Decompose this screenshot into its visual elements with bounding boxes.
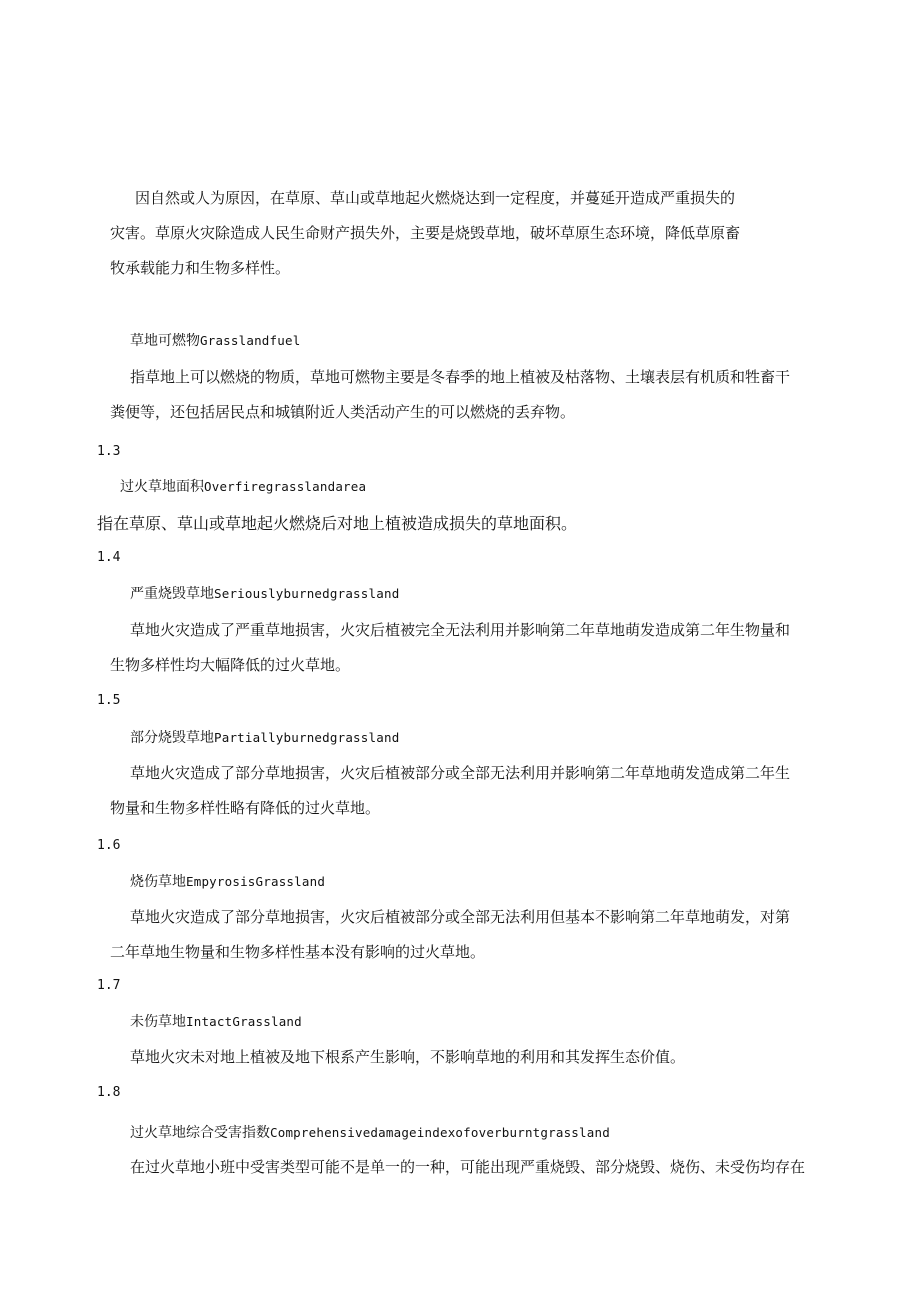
term-en: Seriouslyburnedgrassland	[214, 586, 400, 601]
definition-line: 草地火灾造成了部分草地损害，火灾后植被部分或全部无法利用但基本不影响第二年草地萌发，对第	[130, 908, 791, 926]
intro-line: 因自然或人为原因，在草原、草山或草地起火燃烧达到一定程度，并蔓延开造成严重损失的	[135, 189, 736, 207]
term-heading	[130, 584, 399, 604]
term-heading	[130, 1123, 610, 1143]
term-heading	[130, 872, 325, 892]
definition-line: 在过火草地小班中受害类型可能不是单一的一种，可能出现严重烧毁、部分烧毁、烧伤、未受伤均存在	[130, 1158, 806, 1176]
definition-line: 草地火灾造成了严重草地损害，火灾后植被完全无法利用并影响第二年草地萌发造成第二年生物量和	[130, 621, 791, 639]
definition-paragraph	[110, 900, 830, 970]
definition-paragraph	[110, 756, 830, 826]
definition-line: 草地火灾未对地上植被及地下根系产生影响，不影响草地的利用和其发挥生态价值。	[130, 1048, 686, 1066]
definition-paragraph	[110, 613, 830, 683]
section-number: 1.7	[97, 978, 121, 993]
definition-paragraph	[97, 506, 837, 541]
term-cn: 过火草地面积	[120, 479, 204, 495]
term-en: Overfiregrasslandarea	[204, 479, 367, 494]
term-en: Partiallyburnedgrassland	[214, 730, 400, 745]
intro-line: 灾害。草原火灾除造成人民生命财产损失外，主要是烧毁草地，破坏草原生态环境，降低草原畜	[110, 224, 741, 242]
term-heading	[130, 331, 300, 351]
definition-paragraph	[110, 1040, 830, 1075]
definition-line: 生物多样性均大幅降低的过火草地。	[110, 656, 351, 674]
section-number: 1.5	[97, 693, 121, 708]
definition-paragraph	[110, 360, 830, 430]
term-cn: 未伤草地	[130, 1014, 186, 1030]
section-number: 1.8	[97, 1085, 121, 1100]
term-heading	[120, 477, 366, 497]
section-number: 1.4	[97, 550, 121, 565]
term-en: IntactGrassland	[186, 1014, 302, 1029]
section-number: 1.6	[97, 838, 121, 853]
section-number: 1.3	[97, 444, 121, 459]
term-cn: 草地可燃物	[130, 333, 200, 349]
definition-line: 指在草原、草山或草地起火燃烧后对地上植被造成损失的草地面积。	[97, 514, 578, 533]
definition-line: 物量和生物多样性略有降低的过火草地。	[110, 799, 381, 817]
definition-line: 指草地上可以燃烧的物质，草地可燃物主要是冬春季的地上植被及枯落物、土壤表层有机质和牲畜干	[130, 368, 791, 386]
term-cn: 部分烧毁草地	[130, 730, 214, 746]
definition-line: 二年草地生物量和生物多样性基本没有影响的过火草地。	[110, 943, 486, 961]
term-cn: 烧伤草地	[130, 874, 186, 890]
term-cn: 过火草地综合受害指数	[130, 1125, 270, 1141]
term-heading	[130, 728, 399, 748]
intro-paragraph	[110, 181, 830, 286]
intro-line: 牧承载能力和生物多样性。	[110, 259, 291, 277]
term-heading	[130, 1012, 302, 1032]
term-en: EmpyrosisGrassland	[186, 874, 326, 889]
definition-paragraph	[110, 1150, 830, 1185]
definition-line: 草地火灾造成了部分草地损害，火灾后植被部分或全部无法利用并影响第二年草地萌发造成第二年生	[130, 764, 791, 782]
term-en: Comprehensivedamageindexofoverburntgrassland	[270, 1125, 610, 1140]
term-cn: 严重烧毁草地	[130, 586, 214, 602]
term-en: Grasslandfuel	[200, 333, 301, 348]
definition-line: 粪便等，还包括居民点和城镇附近人类活动产生的可以燃烧的丢弃物。	[110, 403, 576, 421]
